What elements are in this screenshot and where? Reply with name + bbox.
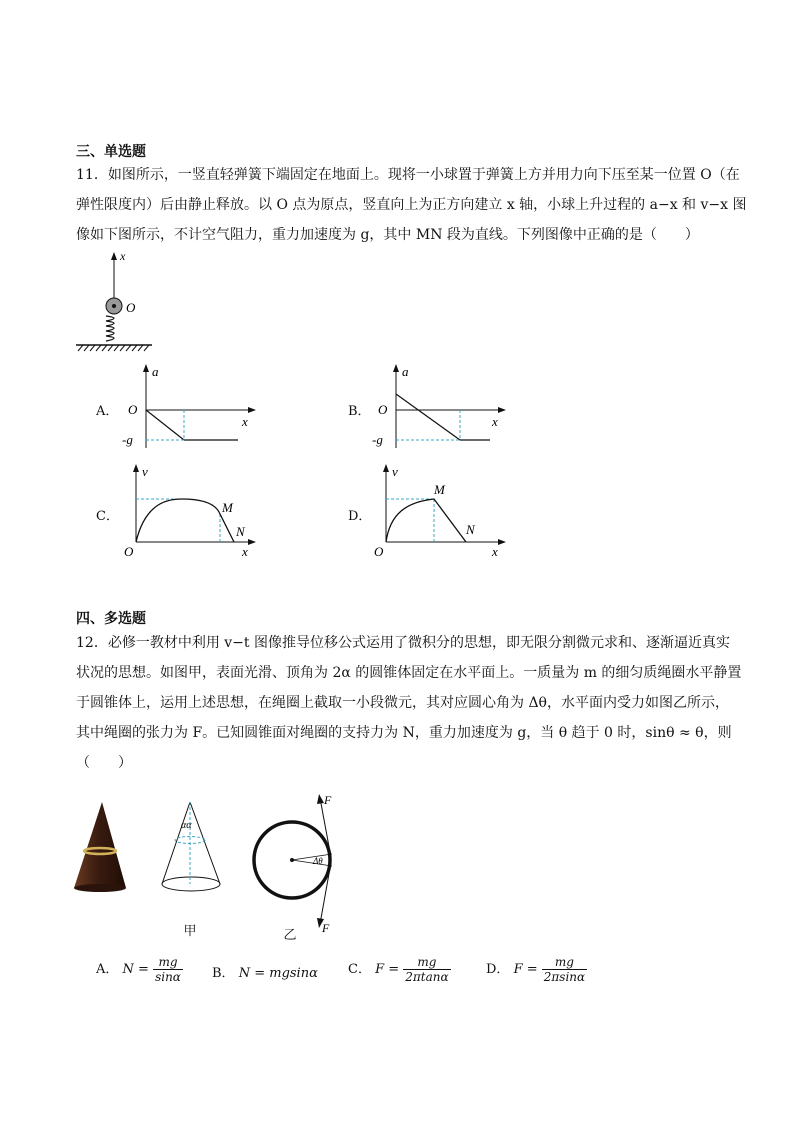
q12-line-2: 状况的思想。如图甲，表面光滑、顶角为 2α 的圆锥体固定在水平面上。一质量为 m 的细匀质绳圈水平静置	[76, 665, 742, 681]
q11-option-b-label: B．	[348, 404, 371, 419]
b-graph-neg-g: -g	[372, 432, 383, 447]
q11-option-c-label: C．	[96, 509, 119, 524]
q12-option-d-denominator: 2πsinα	[543, 970, 586, 984]
q11-option-a-label: A．	[96, 404, 119, 419]
q12-option-c-lhs: F =	[375, 962, 400, 977]
section-title-single-choice: 三、单选题	[76, 144, 146, 160]
c-graph-point-n: N	[236, 524, 245, 539]
figure-jia-cone-diagram	[150, 798, 240, 908]
q12-option-a-numerator: mg	[153, 955, 183, 970]
q11-option-b-graph	[366, 362, 516, 452]
b-graph-y-label: a	[402, 364, 409, 379]
spring-x-axis-label: x	[120, 250, 126, 263]
question-11-stem	[76, 160, 747, 250]
figure-jia-caption: 甲	[183, 924, 197, 939]
figure-yi-caption: 乙	[283, 928, 297, 943]
spring-origin-label: O	[126, 300, 136, 315]
c-graph-x-label: x	[242, 544, 248, 559]
q12-option-b-expression: N = mgsinα	[238, 966, 318, 981]
force-f-upper-label: F	[324, 793, 332, 807]
apex-angle-label: αα	[181, 820, 192, 831]
q12-option-a-lhs: N =	[122, 962, 149, 977]
a-graph-y-label: a	[152, 364, 159, 379]
q12-option-c-label: C．	[348, 962, 371, 977]
d-graph-origin: O	[374, 544, 384, 559]
a-graph-origin: O	[128, 402, 138, 417]
q11-option-d-label: D．	[348, 509, 372, 524]
b-graph-origin: O	[378, 402, 388, 417]
q12-option-d	[486, 955, 587, 984]
q12-option-a-label: A．	[96, 962, 119, 977]
q12-option-d-label: D．	[486, 962, 510, 977]
d-graph-x-label: x	[492, 544, 498, 559]
q12-option-a-denominator: sinα	[155, 970, 181, 984]
q12-option-c-denominator: 2πtanα	[405, 970, 449, 984]
q12-option-c	[348, 955, 451, 984]
q12-option-d-lhs: F =	[513, 962, 538, 977]
d-graph-point-n: N	[466, 522, 475, 537]
figure-yi-ring-force-diagram	[248, 790, 348, 940]
q12-option-a	[96, 955, 183, 984]
force-f-lower-label: F	[322, 921, 330, 935]
b-graph-x-label: x	[492, 414, 498, 429]
q12-line-5: （ ）	[76, 755, 132, 771]
question-12-stem	[76, 628, 742, 778]
a-graph-neg-g: -g	[122, 432, 133, 447]
q11-option-a-graph	[116, 362, 266, 452]
q11-line-2: 弹性限度内）后由静止释放。以 O 点为原点，竖直向上为正方向建立 x 轴，小球上升过程的 a−x 和 v−x 图	[76, 197, 747, 213]
q11-spring-figure	[70, 250, 170, 360]
q11-line-3: 像如下图所示，不计空气阻力，重力加速度为 g，其中 MN 段为直线。下列图像中正确的是（ ）	[76, 227, 699, 243]
q12-option-b	[212, 962, 318, 981]
c-graph-origin: O	[124, 544, 134, 559]
q11-option-d-graph	[366, 462, 516, 562]
delta-theta-label: Δθ	[313, 856, 323, 866]
q11-line-1: 11．如图所示，一竖直轻弹簧下端固定在地面上。现将一小球置于弹簧上方并用力向下压至某一位置 O（在	[76, 167, 740, 183]
d-graph-point-m: M	[434, 482, 445, 497]
a-graph-x-label: x	[242, 414, 248, 429]
q12-option-d-numerator: mg	[542, 955, 587, 970]
q12-line-3: 于圆锥体上，运用上述思想，在绳圈上截取一小段微元，其对应圆心角为 Δθ，水平面内受力如图乙所示，	[76, 695, 729, 711]
c-graph-point-m: M	[222, 500, 233, 515]
c-graph-y-label: v	[142, 464, 148, 479]
q11-option-c-graph	[116, 462, 266, 562]
q12-option-c-numerator: mg	[403, 955, 450, 970]
q12-line-1: 12．必修一教材中利用 v−t 图像推导位移公式运用了微积分的思想，即无限分割微元求和、逐渐逼近真实	[76, 635, 730, 651]
q12-option-b-label: B．	[212, 966, 235, 981]
d-graph-y-label: v	[392, 464, 398, 479]
cone-photo-illustration	[70, 798, 130, 898]
section-title-multiple-choice: 四、多选题	[76, 611, 146, 627]
q12-line-4: 其中绳圈的张力为 F。已知圆锥面对绳圈的支持力为 N，重力加速度为 g，当 θ 趋于 0 时，sinθ ≈ θ，则	[76, 725, 732, 741]
